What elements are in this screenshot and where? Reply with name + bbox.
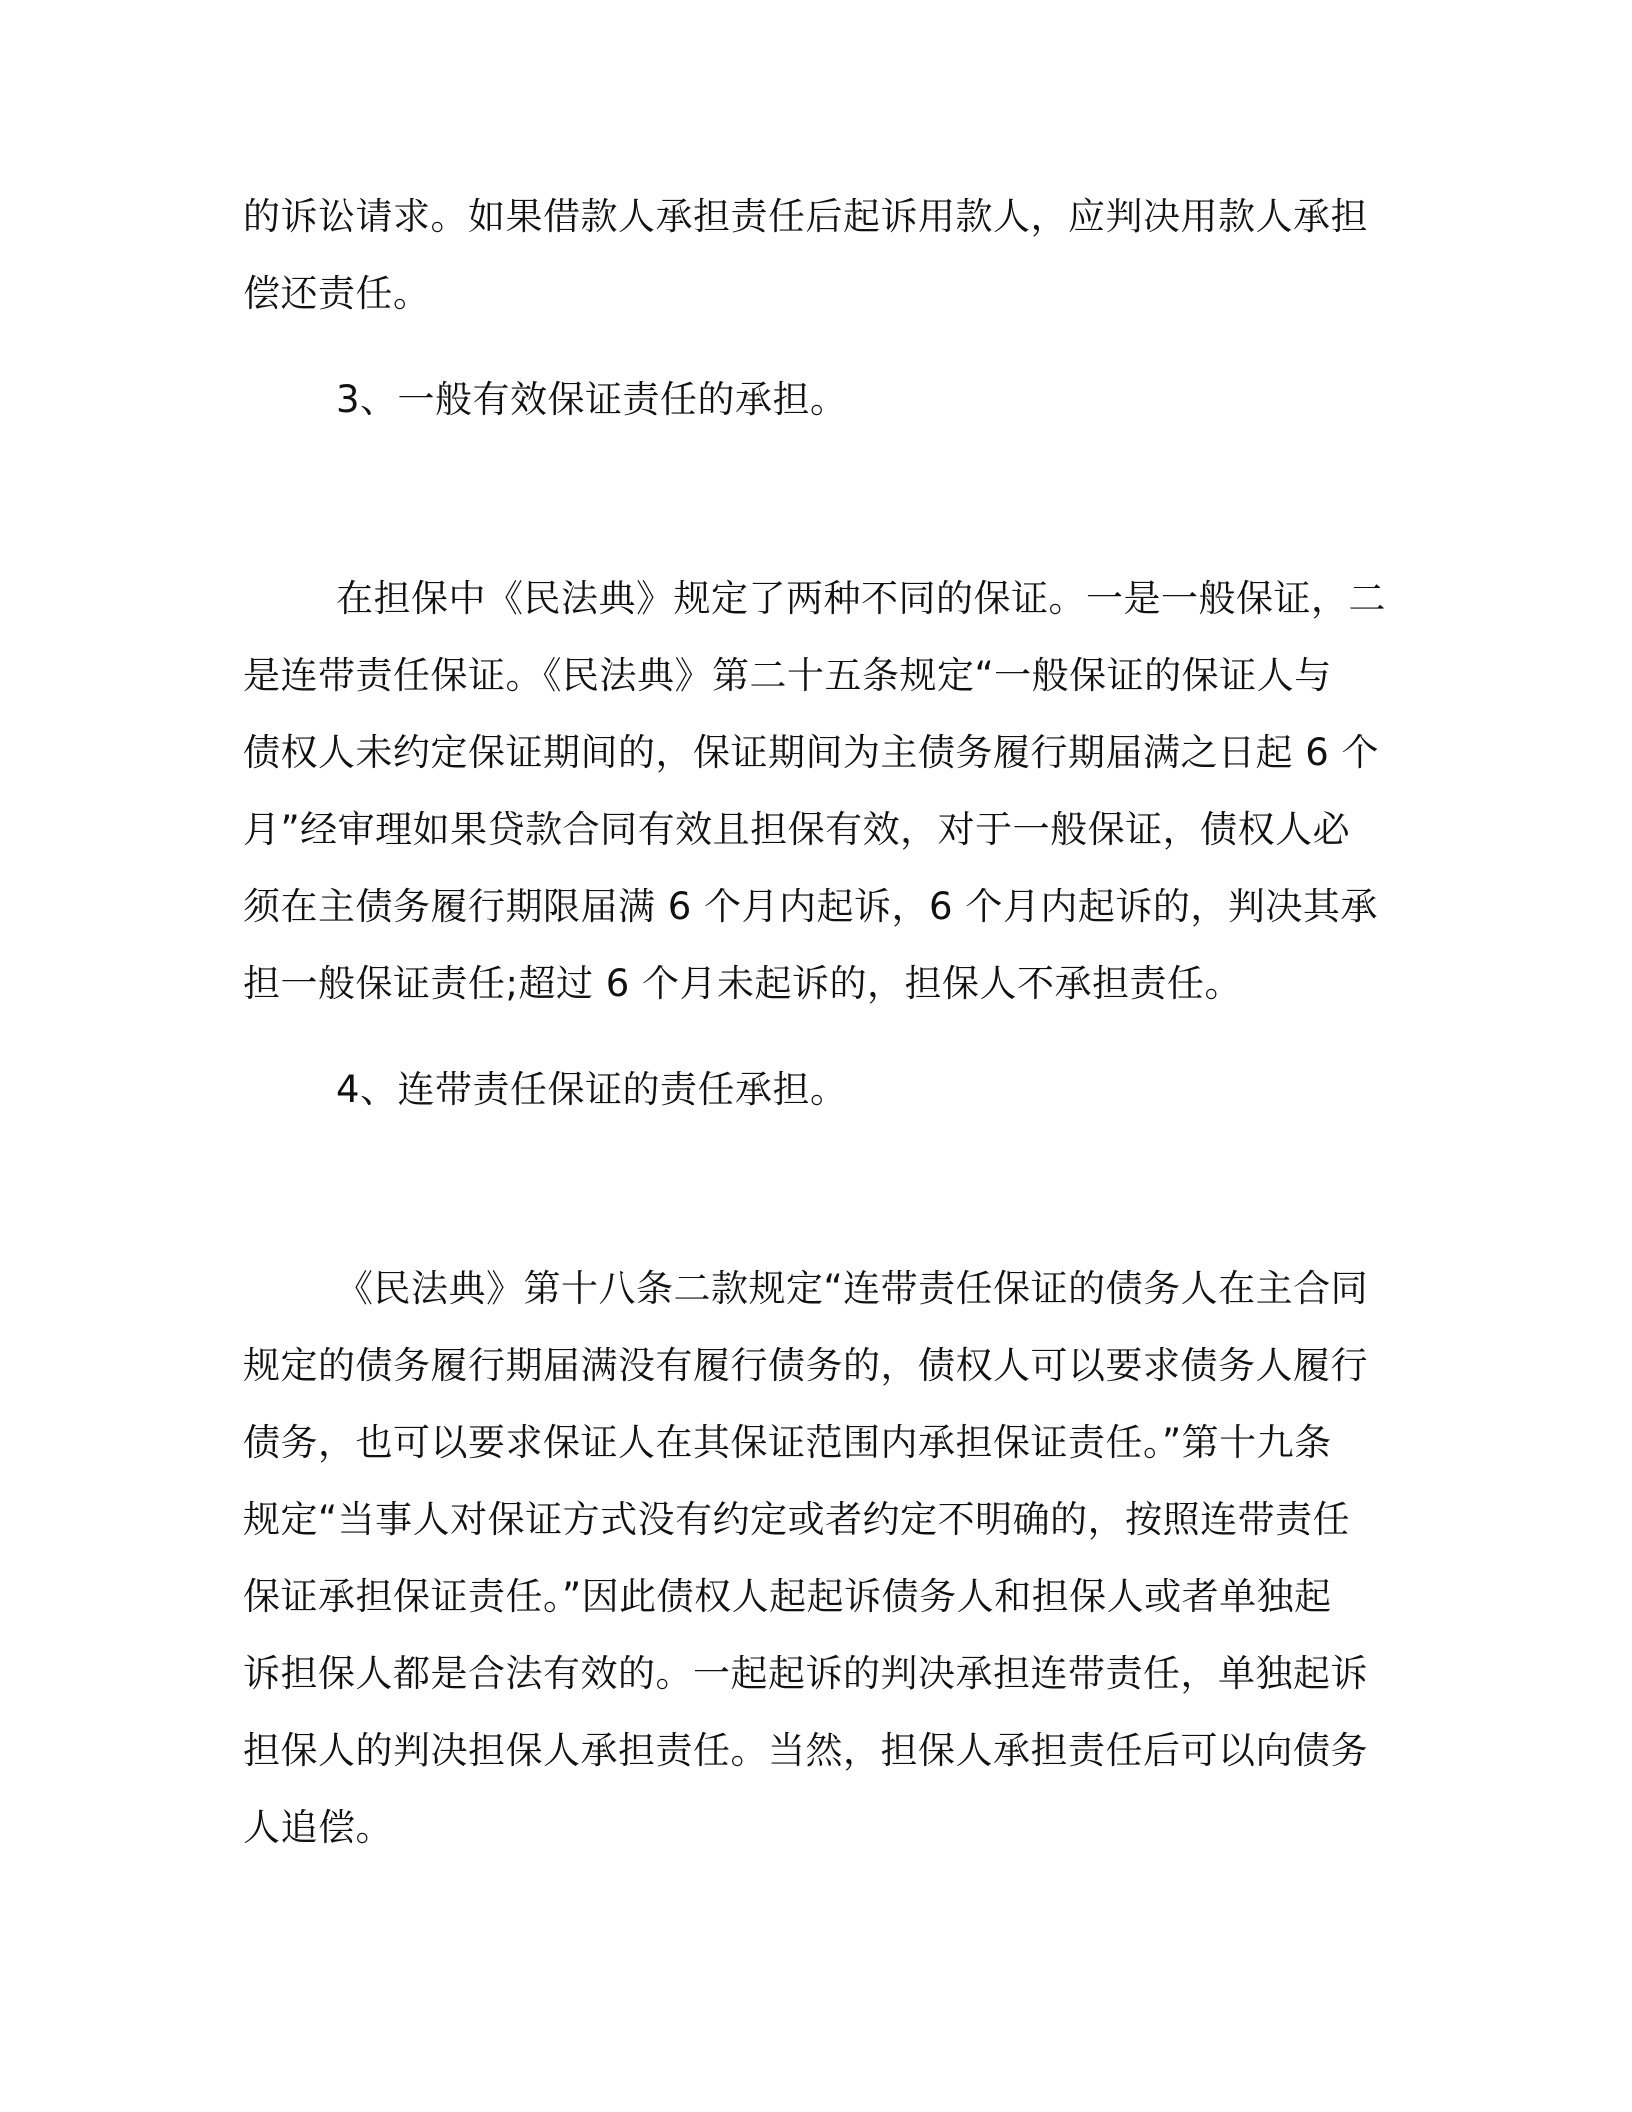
paragraph-line: 的诉讼请求。如果借款人承担责任后起诉用款人，应判决用款人承担 [243,195,1368,238]
paragraph-line: 担保人的判决担保人承担责任。当然，担保人承担责任后可以向债务 [243,1729,1368,1772]
section-heading: 4、连带责任保证的责任承担。 [336,1068,848,1111]
paragraph-line: 在担保中《民法典》规定了两种不同的保证。一是一般保证，二 [336,577,1386,620]
paragraph-line: 规定“当事人对保证方式没有约定或者约定不明确的，按照连带责任 [243,1498,1351,1541]
paragraph-line: 《民法典》第十八条二款规定“连带责任保证的债务人在主合同 [336,1267,1369,1310]
paragraph-line: 债务，也可以要求保证人在其保证范围内承担保证责任。”第十九条 [243,1421,1332,1464]
paragraph-line: 保证承担保证责任。”因此债权人起起诉债务人和担保人或者单独起 [243,1575,1332,1618]
paragraph-line: 规定的债务履行期届满没有履行债务的，债权人可以要求债务人履行 [243,1344,1368,1387]
paragraph-line: 诉担保人都是合法有效的。一起起诉的判决承担连带责任，单独起诉 [243,1652,1368,1695]
paragraph-line: 月”经审理如果贷款合同有效且担保有效，对于一般保证，债权人必 [243,808,1351,851]
paragraph-line: 须在主债务履行期限届满 6 个月内起诉，6 个月内起诉的，判决其承 [243,885,1378,928]
paragraph-line: 是连带责任保证。《民法典》第二十五条规定“一般保证的保证人与 [243,654,1332,697]
paragraph-line: 担一般保证责任;超过 6 个月未起诉的，担保人不承担责任。 [243,962,1243,1005]
section-heading: 3、一般有效保证责任的承担。 [336,378,848,421]
paragraph-line: 偿还责任。 [243,272,431,315]
paragraph-line: 债权人未约定保证期间的，保证期间为主债务履行期届满之日起 6 个 [243,731,1380,774]
paragraph-line: 人追偿。 [243,1806,393,1849]
